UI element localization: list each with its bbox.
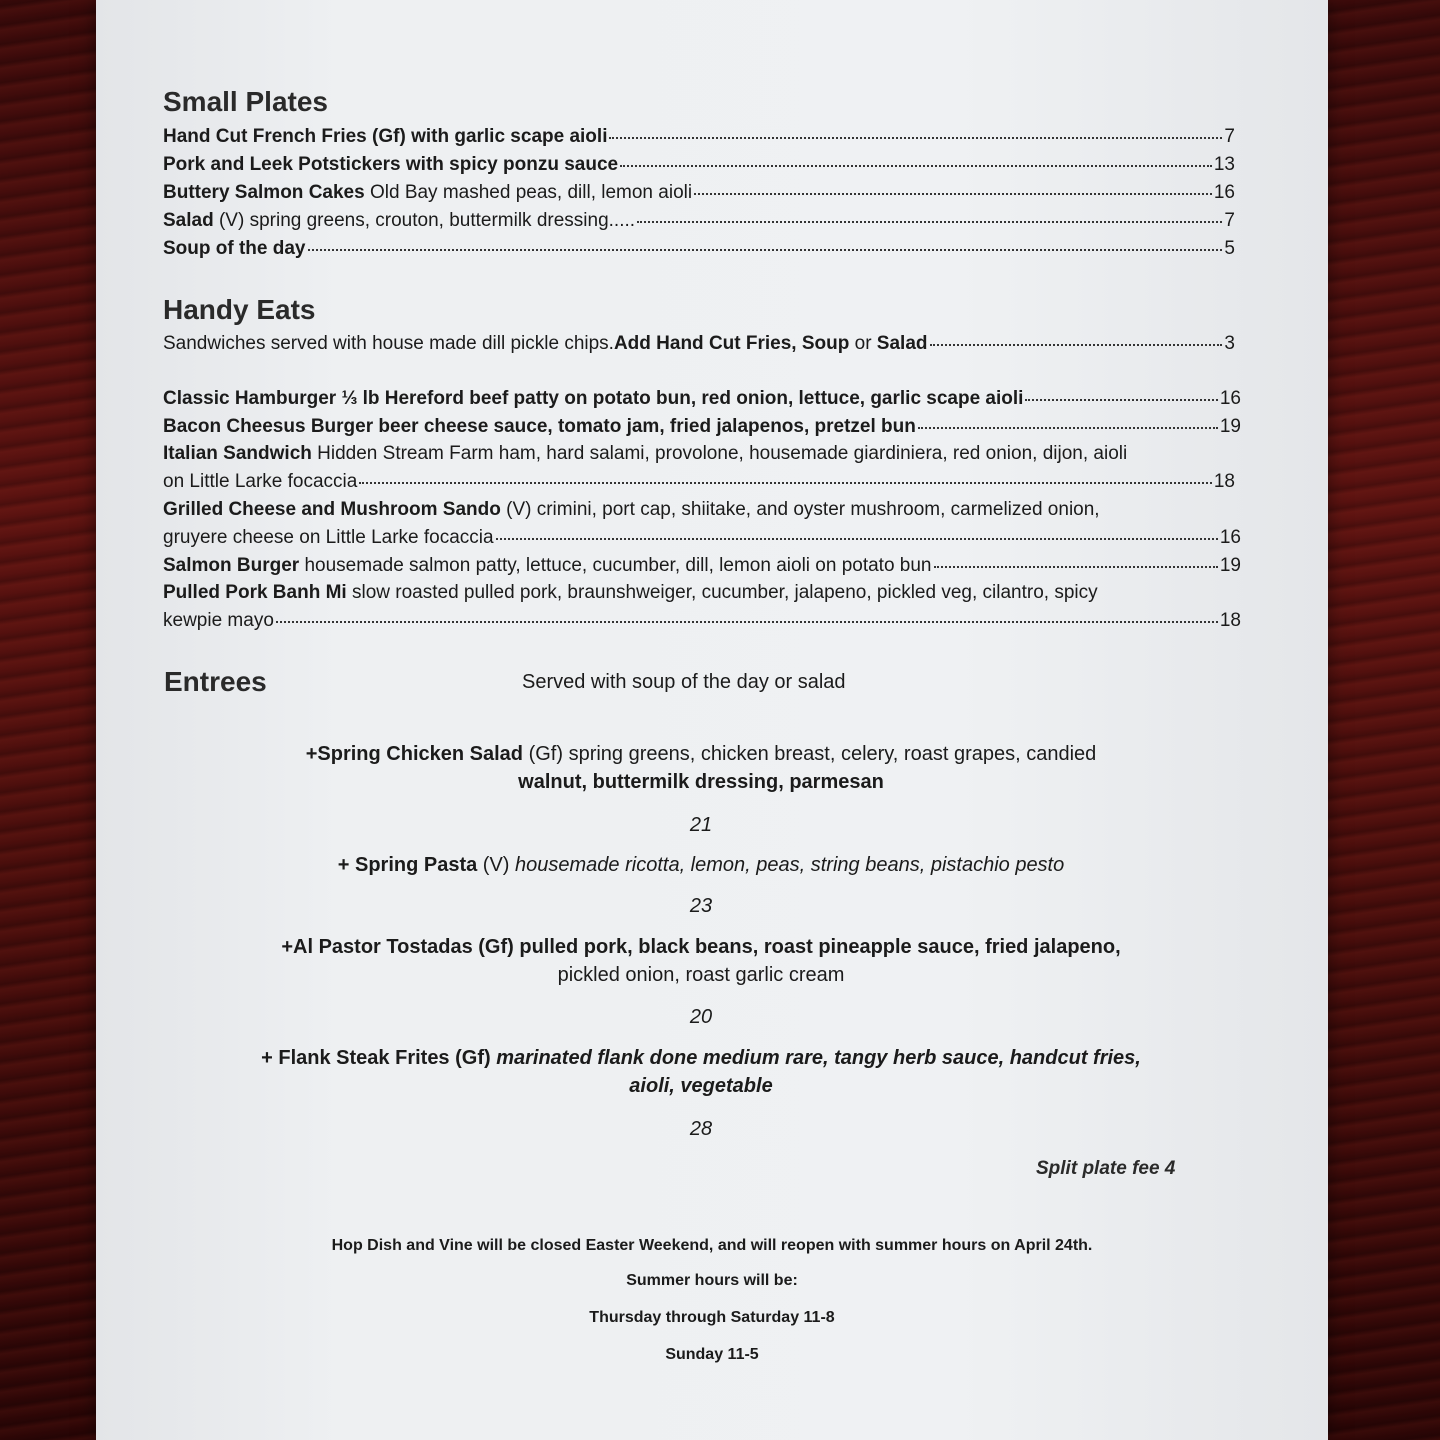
item-price: 16 <box>1219 388 1241 409</box>
item-name: Classic Hamburger ⅓ lb Hereford beef patty on potato bun, red onion, lettuce, garlic scape aioli <box>163 388 1024 409</box>
item-desc: (V) crimini, port cap, shiitake, and oyster mushroom, carmelized onion, <box>506 499 1100 520</box>
item-price: 5 <box>1224 238 1235 259</box>
item-name: Buttery Salmon Cakes <box>163 182 365 203</box>
entree-line2 <box>196 961 1206 989</box>
item-name: Soup of the day <box>163 238 306 259</box>
menu-item-line2 <box>163 527 1241 549</box>
intro-salad: Salad <box>876 333 928 354</box>
entree-desc-cont: pickled onion, roast garlic cream <box>557 964 845 986</box>
handy-eats-intro <box>163 333 1235 355</box>
item-price: 19 <box>1219 416 1241 437</box>
entree-price: 28 <box>689 1118 713 1140</box>
leader-dots <box>637 221 1222 223</box>
entree-line2 <box>196 1072 1206 1100</box>
leader-dots <box>694 193 1212 195</box>
entree-desc: spring greens, chicken breast, celery, roast grapes, candied <box>568 743 1097 765</box>
leader-dots <box>276 621 1218 623</box>
entree-name: + Flank Steak Frites <box>261 1047 450 1069</box>
entree-line2 <box>196 768 1206 796</box>
menu-item <box>163 126 1235 148</box>
entree-desc: marinated flank done medium rare, tangy herb sauce, handcut fries, <box>496 1047 1141 1069</box>
leader-dots <box>1025 399 1217 401</box>
item-name: Italian Sandwich <box>163 443 312 464</box>
intro-or: or <box>849 333 877 354</box>
menu-item <box>163 416 1241 438</box>
summer-hours-sunday: Sunday 11-5 <box>665 1346 759 1363</box>
entree-tag: (Gf) <box>523 743 569 765</box>
item-desc: Old Bay mashed peas, dill, lemon aioli <box>369 182 693 203</box>
entree-line1 <box>196 933 1206 961</box>
entree-desc-cont: aioli, vegetable <box>629 1075 773 1097</box>
entree-tag: (Gf) <box>472 936 520 958</box>
item-desc: (V) spring greens, crouton, buttermilk dressing..... <box>218 210 636 231</box>
item-price: 3 <box>1224 333 1235 354</box>
menu-item <box>163 238 1235 260</box>
item-price: 13 <box>1213 154 1235 175</box>
item-name: Pulled Pork Banh Mi <box>163 582 347 603</box>
menu-item <box>163 555 1241 577</box>
entree-desc: pulled pork, black beans, roast pineapple sauce, fried jalapeno, <box>519 936 1121 958</box>
entree-item <box>196 851 1206 879</box>
leader-dots <box>609 137 1222 139</box>
leader-dots <box>930 344 1223 346</box>
leader-dots <box>496 538 1218 540</box>
item-name: Pork and Leek Potstickers with spicy ponzu sauce <box>163 154 619 175</box>
entrees-heading: Entrees <box>164 666 267 697</box>
item-desc-cont: gruyere cheese on Little Larke focaccia <box>163 527 494 548</box>
leader-dots <box>359 482 1212 484</box>
item-price: 18 <box>1219 610 1241 631</box>
menu-item <box>163 210 1235 232</box>
menu-item-line1 <box>163 443 1127 465</box>
menu-item-line1 <box>163 582 1098 604</box>
leader-dots <box>620 165 1212 167</box>
entree-item <box>196 1044 1206 1100</box>
menu-item-line1 <box>163 499 1100 521</box>
item-price: 18 <box>1213 471 1235 492</box>
item-name: Grilled Cheese and Mushroom Sando <box>163 499 501 520</box>
item-price: 7 <box>1224 210 1235 231</box>
item-price: 7 <box>1224 126 1235 147</box>
entree-name: +Al Pastor Tostadas <box>281 936 473 958</box>
menu-item <box>163 388 1241 410</box>
entree-item <box>196 933 1206 989</box>
entrees-subtitle: Served with soup of the day or salad <box>522 671 846 693</box>
entree-tag: (Gf) <box>449 1047 497 1069</box>
entree-line1 <box>196 740 1206 768</box>
summer-hours-weekdays: Thursday through Saturday 11-8 <box>589 1309 835 1326</box>
item-name: Salad <box>163 210 214 231</box>
item-price: 16 <box>1219 527 1241 548</box>
entree-name: +Spring Chicken Salad <box>305 743 524 765</box>
menu-item <box>163 182 1235 204</box>
summer-hours-heading: Summer hours will be: <box>626 1272 798 1289</box>
entree-tag: (V) <box>477 854 516 876</box>
item-desc: housemade salmon patty, lettuce, cucumber, dill, lemon aioli on potato bun <box>304 555 932 576</box>
item-price: 19 <box>1219 555 1241 576</box>
item-name: Bacon Cheesus Burger <box>163 416 374 437</box>
closure-notice: Hop Dish and Vine will be closed Easter Weekend, and will reopen with summer hours on April 24th. <box>331 1237 1093 1254</box>
entree-price: 20 <box>689 1006 713 1028</box>
entree-desc: housemade ricotta, lemon, peas, string beans, pistachio pesto <box>515 854 1065 876</box>
item-desc: beer cheese sauce, tomato jam, fried jalapenos, pretzel bun <box>378 416 916 437</box>
item-desc-cont: kewpie mayo <box>163 610 274 631</box>
entree-price: 21 <box>689 814 713 836</box>
leader-dots <box>934 566 1218 568</box>
item-price: 16 <box>1213 182 1235 203</box>
leader-dots <box>308 249 1223 251</box>
entree-item <box>196 740 1206 796</box>
handy-eats-heading: Handy Eats <box>163 294 316 325</box>
menu-item-line2 <box>163 610 1241 632</box>
entree-desc-cont: walnut, buttermilk dressing, parmesan <box>518 771 884 793</box>
item-name: Salmon Burger <box>163 555 300 576</box>
item-desc-cont: on Little Larke focaccia <box>163 471 358 492</box>
small-plates-heading: Small Plates <box>163 86 328 117</box>
leader-dots <box>918 427 1218 429</box>
entree-price: 23 <box>689 895 713 917</box>
intro-add: Add Hand Cut Fries, Soup <box>613 333 850 354</box>
split-plate-fee: Split plate fee 4 <box>1036 1158 1176 1179</box>
menu-item-line2 <box>163 471 1235 493</box>
item-desc: slow roasted pulled pork, braunshweiger, cucumber, jalapeno, pickled veg, cilantro, spicy <box>351 582 1098 603</box>
menu-page <box>96 0 1328 1440</box>
item-name: Hand Cut French Fries (Gf) with garlic scape aioli <box>163 126 608 147</box>
menu-item <box>163 154 1235 176</box>
intro-text: Sandwiches served with house made dill pickle chips. <box>163 333 614 354</box>
entree-line1 <box>196 1044 1206 1072</box>
item-desc: Hidden Stream Farm ham, hard salami, provolone, housemade giardiniera, red onion, dijon, aioli <box>317 443 1128 464</box>
entree-name: + Spring Pasta <box>337 854 478 876</box>
